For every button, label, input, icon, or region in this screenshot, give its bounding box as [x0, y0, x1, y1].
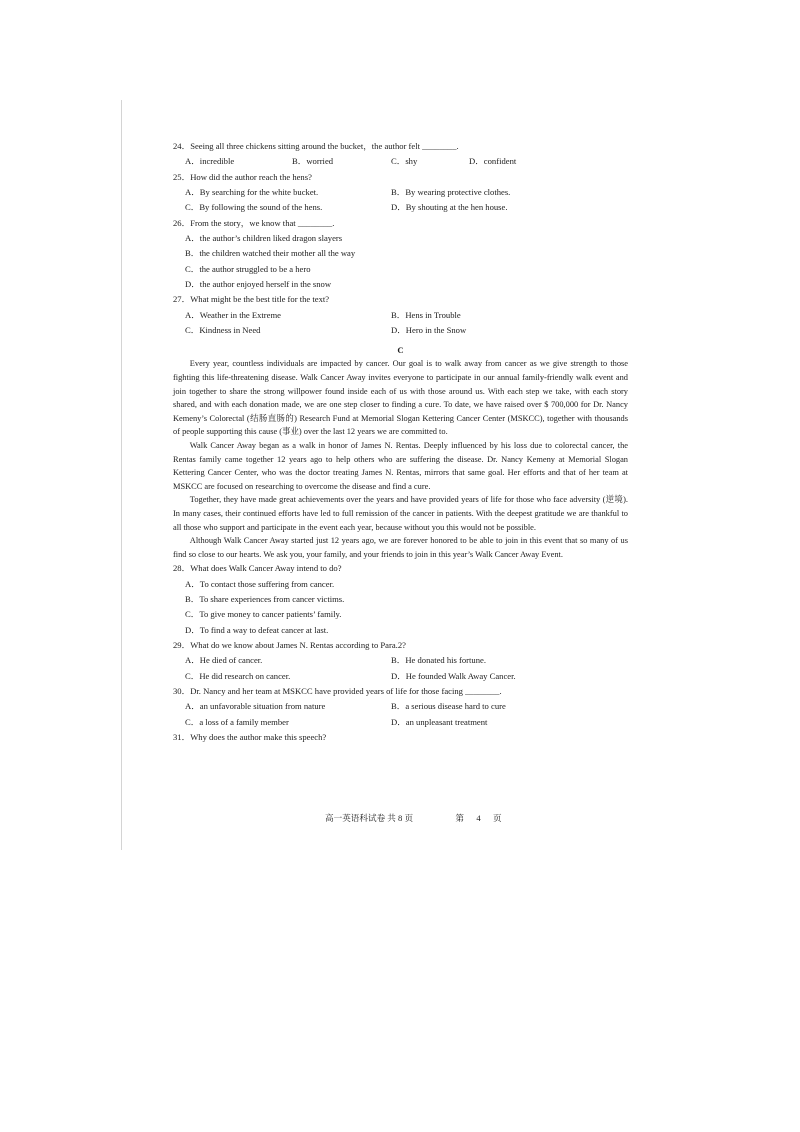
option-b: B．worried: [292, 156, 334, 167]
passage-paragraph: Although Walk Cancer Away started just 12 years ago, we are forever honored to be able to join in this event that so many of us find so close to our hearts. We ask you, your family, and your friends to join in this year’s Walk Cancer Away Event.: [173, 536, 628, 559]
option-b: B．Hens in Trouble: [391, 309, 461, 320]
option-c: C．By following the sound of the hens.: [185, 202, 323, 213]
option-a: A．Weather in the Extreme: [185, 309, 281, 320]
question-27-options-row1: [173, 308, 628, 323]
option-a: A．To contact those suffering from cancer.: [185, 578, 335, 589]
option-a: A．an unfavorable situation from nature: [185, 701, 326, 712]
question-24-options: [173, 154, 628, 169]
question-30-options-row1: [173, 699, 628, 714]
question-28-stem: 28．What does Walk Cancer Away intend to do?: [173, 563, 342, 574]
question-31-stem: 31．Why does the author make this speech?: [173, 732, 327, 743]
question-27-stem: 27．What might be the best title for the text?: [173, 294, 330, 305]
footer-page-label-pre: 第: [455, 813, 465, 823]
page-footer: [325, 812, 502, 824]
footer-subject: 高一英语科试卷 共 8 页: [325, 813, 414, 823]
question-30-options-row2: [173, 715, 628, 730]
option-b: B．the children watched their mother all the way: [185, 248, 356, 259]
option-d: D．He founded Walk Away Cancer.: [391, 670, 516, 681]
option-c: C．a loss of a family member: [185, 716, 289, 727]
option-a: A．He died of cancer.: [185, 655, 263, 666]
question-29-stem: 29．What do we know about James N. Rentas according to Para.2?: [173, 640, 406, 651]
option-c: C．To give money to cancer patients’ family.: [185, 609, 342, 620]
option-d: D．Hero in the Snow: [391, 325, 467, 336]
question-27-options-row2: [173, 323, 628, 338]
option-d: D．By shouting at the hen house.: [391, 202, 508, 213]
option-a: A．By searching for the white bucket.: [185, 187, 319, 198]
question-25-stem: 25．How did the author reach the hens?: [173, 171, 312, 182]
question-24-stem: 24．Seeing all three chickens sitting around the bucket，the author felt ________.: [173, 141, 459, 151]
question-30-stem: 30．Dr. Nancy and her team at MSKCC have provided years of life for those facing ________.: [173, 686, 502, 697]
option-d: D．the author enjoyed herself in the snow: [185, 279, 332, 290]
footer-page-number: 4: [476, 813, 481, 823]
option-d: D．To find a way to defeat cancer at last.: [185, 624, 329, 635]
section-heading: C: [397, 345, 404, 356]
passage-paragraph: Every year, countless individuals are impacted by cancer. Our goal is to walk away from cancer as we give strength to those fighting this life-threatening disease. Walk Cancer Away invites everyone to participate in our annual family-friendly walk event and join together to share the strong willpower found inside each of us with those around us. With each step we take, with each story shared, and with each donation made, we are one step closer to finding a cure. To date, we have raised over $ 700,000 for Dr. Nancy Kemeny’s Colorectal (结肠直肠的) Research Fund at Memorial Slogan Kettering Cancer Center (MSKCC), together with thousands of people supporting this cause (事业) over the last 12 years we are committed to.: [173, 359, 628, 437]
footer-page-label-post: 页: [492, 813, 502, 823]
option-b: B．To share experiences from cancer victims.: [185, 594, 345, 605]
question-26-stem: 26．From the story，we know that ________.: [173, 217, 335, 228]
scan-page-edge: [121, 100, 122, 850]
question-29-options-row2: [173, 669, 628, 684]
option-d: D．confident: [469, 156, 517, 167]
option-c: C．Kindness in Need: [185, 325, 261, 336]
option-c: C．He did research on cancer.: [185, 670, 291, 681]
option-b: B．By wearing protective clothes.: [391, 187, 511, 198]
passage-paragraph: Together, they have made great achievements over the years and have provided years of life for those who face adversity (逆境). In many cases, their continued efforts have led to full remission of the cancer in patients. With the deepest gratitude we are thankful to all those who support and participate in the event each year, because without you this would not be possible.: [173, 495, 628, 532]
question-25-options-row2: [173, 200, 628, 215]
passage-paragraph: Walk Cancer Away began as a walk in honor of James N. Rentas. Deeply influenced by his loss due to colorectal cancer, the Rentas family came together 12 years ago to help others who are suffering the disease. Dr. Nancy Kemeny at Memorial Slogan Kettering Cancer Center, who was the doctor treating James N. Rentas, mirrors that same goal. Her efforts and that of her team at MSKCC are focused on researching to overcome the disease and find a cure.: [173, 441, 628, 491]
question-29-options-row1: [173, 653, 628, 668]
option-b: B．a serious disease hard to cure: [391, 701, 506, 712]
exam-page-content: [173, 139, 628, 746]
option-c: C．shy: [391, 156, 418, 167]
option-a: A．incredible: [185, 156, 235, 167]
option-b: B．He donated his fortune.: [391, 655, 486, 666]
question-25-options-row1: [173, 185, 628, 200]
option-a: A．the author’s children liked dragon slayers: [185, 233, 343, 244]
option-c: C．the author struggled to be a hero: [185, 263, 311, 274]
option-d: D．an unpleasant treatment: [391, 716, 488, 727]
